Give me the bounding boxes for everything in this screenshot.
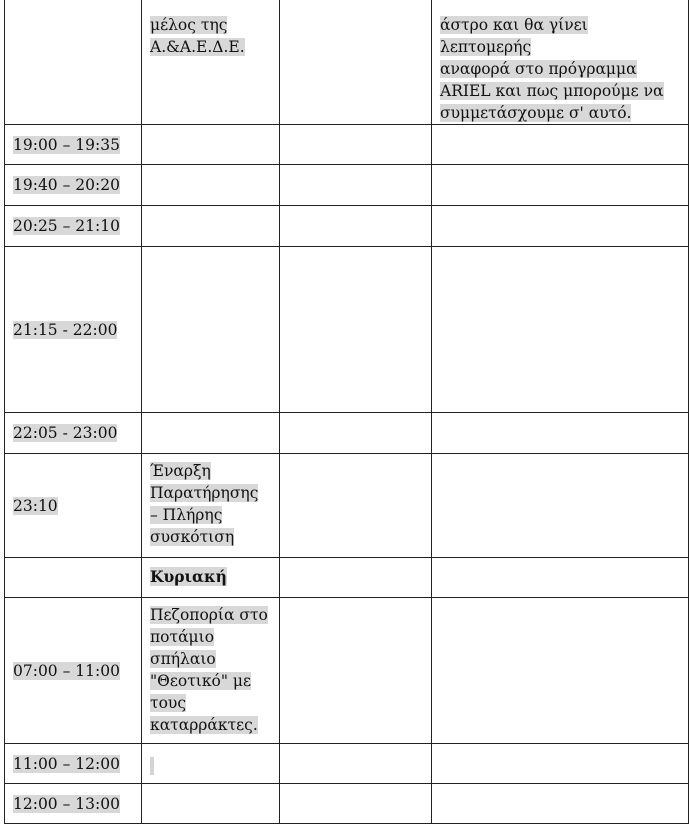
activity-text: μέλος της Α.&Α.Ε.Δ.Ε.: [150, 16, 245, 56]
table-row: [5, 784, 689, 824]
activity-text: Έναρξη Παρατήρησης – Πλήρης συσκότιση: [150, 462, 259, 546]
activity-cell: [142, 0, 280, 125]
activity-cell: [142, 454, 280, 558]
time-text: 07:00 – 11:00: [13, 661, 120, 680]
time-cell: [5, 558, 142, 598]
notes-cell: [432, 454, 689, 558]
empty-cell: [280, 0, 432, 125]
table-row: [5, 558, 689, 598]
table-row: [5, 206, 689, 247]
notes-cell: [432, 784, 689, 824]
notes-cell: [432, 413, 689, 454]
time-text: 23:10: [13, 496, 58, 515]
time-text: 19:40 – 20:20: [13, 176, 120, 194]
time-cell: [5, 598, 142, 744]
activity-cell: [142, 165, 280, 206]
time-text: 12:00 – 13:00: [13, 794, 120, 813]
empty-cell: [280, 413, 432, 454]
time-text: 11:00 – 12:00: [13, 754, 120, 773]
time-cell: [5, 247, 142, 413]
table-row: [5, 413, 689, 454]
empty-cell: [280, 598, 432, 744]
activity-text: Πεζοπορία στο ποτάμιο σπήλαιο "Θεοτικό" με τους καταρράκτες.: [150, 606, 268, 734]
day-heading: Κυριακή: [150, 567, 227, 586]
activity-cell: [142, 125, 280, 165]
activity-cell: [142, 784, 280, 824]
activity-cell: [142, 247, 280, 413]
notes-cell: [432, 206, 689, 247]
activity-cell: [142, 744, 280, 784]
time-cell: [5, 454, 142, 558]
table-row: [5, 454, 689, 558]
notes-cell: [432, 744, 689, 784]
activity-cell: [142, 598, 280, 744]
activity-cell: [142, 413, 280, 454]
table-row: [5, 598, 689, 744]
empty-cell: [280, 125, 432, 165]
schedule-table: [4, 0, 689, 824]
empty-cell: [280, 247, 432, 413]
time-cell: [5, 744, 142, 784]
table-row: [5, 0, 689, 125]
activity-cell: [142, 206, 280, 247]
empty-cell: [280, 165, 432, 206]
time-cell: [5, 165, 142, 206]
empty-cell: [280, 454, 432, 558]
table-row: [5, 165, 689, 206]
notes-cell: [432, 247, 689, 413]
table-row: [5, 744, 689, 784]
empty-cell: [280, 206, 432, 247]
time-cell: [5, 206, 142, 247]
empty-cell: [280, 558, 432, 598]
time-text: 20:25 – 21:10: [13, 217, 120, 235]
table-row: [5, 125, 689, 165]
time-text: 19:00 – 19:35: [13, 135, 120, 154]
table-row: [5, 247, 689, 413]
time-text: 21:15 - 22:00: [13, 320, 118, 339]
time-cell: [5, 784, 142, 824]
notes-cell: [432, 125, 689, 165]
empty-cell: [280, 744, 432, 784]
notes-cell: [432, 558, 689, 598]
time-cell: [5, 125, 142, 165]
notes-cell: [432, 0, 689, 125]
notes-text: άστρο και θα γίνει λεπτομερής αναφορά στο πρόγραμμα ARIEL και πως μπορούμε να συμμετάσχουμε σ' αυτό.: [440, 16, 664, 122]
time-text: 22:05 - 23:00: [13, 424, 118, 442]
text-cursor: [150, 757, 154, 775]
time-cell: [5, 0, 142, 125]
activity-cell: [142, 558, 280, 598]
time-cell: [5, 413, 142, 454]
notes-cell: [432, 598, 689, 744]
empty-cell: [280, 784, 432, 824]
notes-cell: [432, 165, 689, 206]
